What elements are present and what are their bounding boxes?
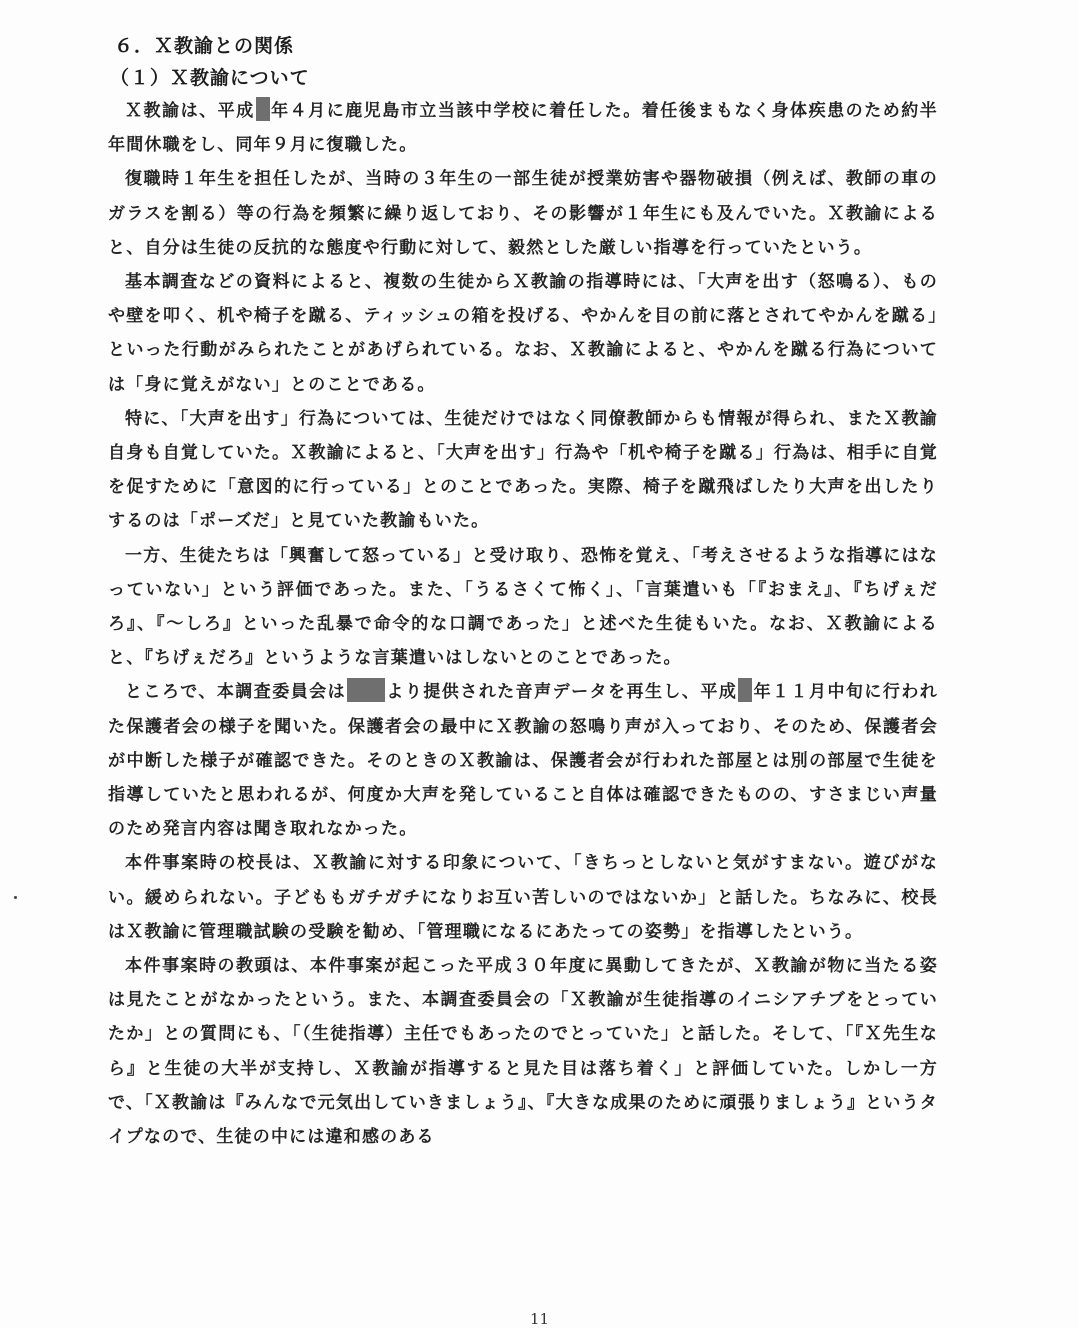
paragraph-6 <box>108 675 938 846</box>
paragraph-8: 本件事案時の教頭は、本件事案が起こった平成３０年度に異動してきたが、Ｘ教諭が物に当たる姿は見たことがなかったという。また、本調査委員会の「Ｘ教諭が生徒指導のイニシアチブをとっていたか」との質問にも、「（生徒指導）主任でもあったのでとっていた」と話した。そして、「『Ｘ先生なら』と生徒の大半が支持し、Ｘ教諭が指導すると見た目は落ち着く」と評価していた。しかし一方で、「Ｘ教諭は『みんなで元気出していきましょう』、『大きな成果のために頑張りましょう』というタイプなので、生徒の中には違和感のある <box>108 956 938 1148</box>
scan-speck <box>14 896 17 899</box>
subsection-title: （１）Ｘ教諭について <box>110 67 310 89</box>
paragraph-6-text-a: ところで、本調査委員会は <box>125 682 347 703</box>
paragraph-1-text-b: 年４月に鹿児島市立当該中学校に着任した。着任後まもなく身体疾患のため約半年間休職をし、同年９月に復職した。 <box>108 101 938 156</box>
paragraph-6-text-c: 年１１月中旬に行われた保護者会の様子を聞いた。保護者会の最中にＸ教諭の怒鳴り声が入っており、そのため、保護者会が中断した様子が確認できた。そのときのＸ教諭は、保護者会が行われた部屋とは別の部屋で生徒を指導していたと思われるが、何度か大声を発していること自体は確認できたものの、すさまじい声量のため発言内容は聞き取れなかった。 <box>108 682 939 840</box>
paragraph-5: 一方、生徒たちは「興奮して怒っている」と受け取り、恐怖を覚え、「考えさせるような指導にはなっていない」という評価であった。また、「うるさくて怖く」、「言葉遣いも「『おまえ』、『ちげぇだろ』、『～しろ』といった乱暴で命令的な口調であった」と述べた生徒もいた。なお、Ｘ教諭によると、『ちげぇだろ』というような言葉遣いはしないとのことであった。 <box>108 545 938 669</box>
paragraph-7: 本件事案時の校長は、Ｘ教諭に対する印象について、「きちっとしないと気がすまない。遊びがない。緩められない。子どももガチガチになりお互い苦しいのではないか」と話した。ちなみに、校長はＸ教諭に管理職試験の受験を勧め、「管理職になるにあたっての姿勢」を指導したという。 <box>108 853 938 942</box>
paragraph-2: 復職時１年生を担任したが、当時の３年生の一部生徒が授業妨害や器物破損（例えば、教師の車のガラスを割る）等の行為を頻繁に繰り返しており、その影響が１年生にも及んでいた。Ｘ教諭によると、自分は生徒の反抗的な態度や行動に対して、毅然とした厳しい指導を行っていたという。 <box>108 169 938 258</box>
paragraph-3: 基本調査などの資料によると、複数の生徒からＸ教諭の指導時には、「大声を出す（怒鳴る）、ものや壁を叩く、机や椅子を蹴る、ティッシュの箱を投げる、やかんを目の前に落とされてやかんを蹴る」といった行動がみられたことがあげられている。なお、Ｘ教諭によると、やかんを蹴る行為については「身に覚えがない」とのことである。 <box>108 272 938 395</box>
redaction-box <box>256 97 270 121</box>
paragraph-1-text-a: Ｘ教諭は、平成 <box>125 101 255 121</box>
redaction-box <box>738 678 752 702</box>
redaction-box <box>347 678 385 702</box>
page-number: 11 <box>529 1310 550 1328</box>
paragraph-6-text-b: より提供された音声データを再生し、平成 <box>386 682 738 703</box>
paragraph-1 <box>108 94 938 162</box>
document-body <box>108 30 938 1154</box>
section-title: ６．Ｘ教諭との関係 <box>114 35 295 57</box>
paragraph-4: 特に、「大声を出す」行為については、生徒だけではなく同僚教師からも情報が得られ、またＸ教諭自身も自覚していた。Ｘ教諭によると、「大声を出す」行為や「机や椅子を蹴る」行為は、相手に自覚を促すために「意図的に行っている」とのことであった。実際、椅子を蹴飛ばしたり大声を出したりするのは「ポーズだ」と見ていた教諭もいた。 <box>108 408 938 532</box>
